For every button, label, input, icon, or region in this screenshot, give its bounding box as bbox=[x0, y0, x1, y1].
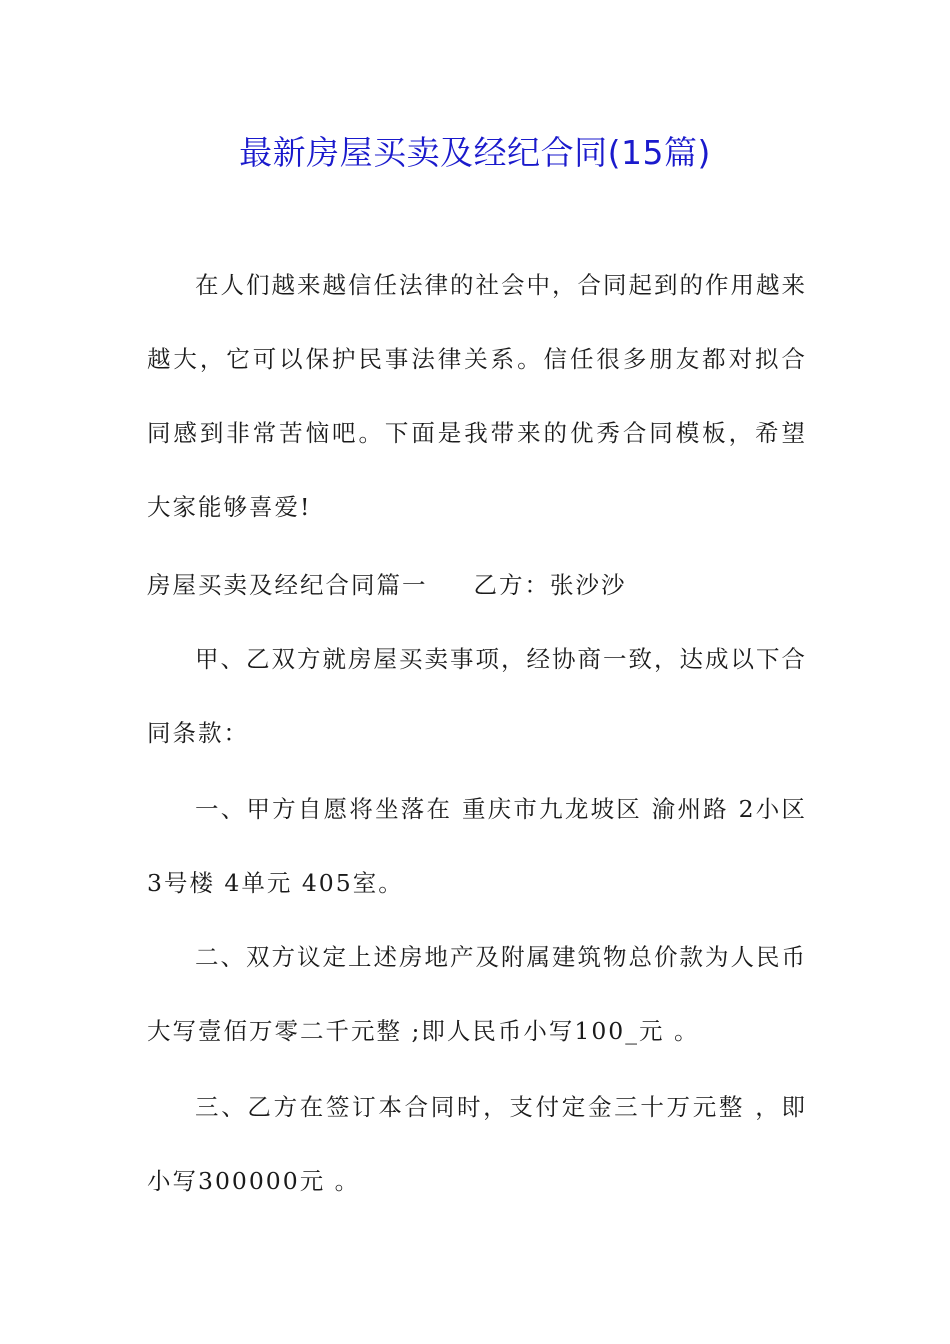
clause-1-paragraph: 一、甲方自愿将坐落在 重庆市九龙坡区 渝州路 2小区3号楼 4单元 405室。 bbox=[147, 795, 807, 897]
clause-3-paragraph: 三、乙方在签订本合同时，支付定金三十万元整 ，即小写300000元 。 bbox=[147, 1093, 807, 1195]
section-heading-row bbox=[147, 565, 807, 605]
intro-paragraph: 在人们越来越信任法律的社会中，合同起到的作用越来越大，它可以保护民事法律关系。信任很多朋友都对拟合同感到非常苦恼吧。下面是我带来的优秀合同模板，希望大家能够喜爱! bbox=[147, 271, 807, 521]
clause-2-paragraph: 二、双方议定上述房地产及附属建筑物总价款为人民币大写壹佰万零二千元整 ;即人民币小写100_元 。 bbox=[147, 943, 807, 1045]
document-title: 最新房屋买卖及经纪合同(15篇) bbox=[239, 133, 711, 172]
clause-intro-paragraph: 甲、乙双方就房屋买卖事项，经协商一致，达成以下合同条款： bbox=[147, 645, 807, 747]
section-heading: 房屋买卖及经纪合同篇一 bbox=[147, 571, 428, 599]
party-b-line: 乙方：张沙沙 bbox=[473, 571, 627, 599]
